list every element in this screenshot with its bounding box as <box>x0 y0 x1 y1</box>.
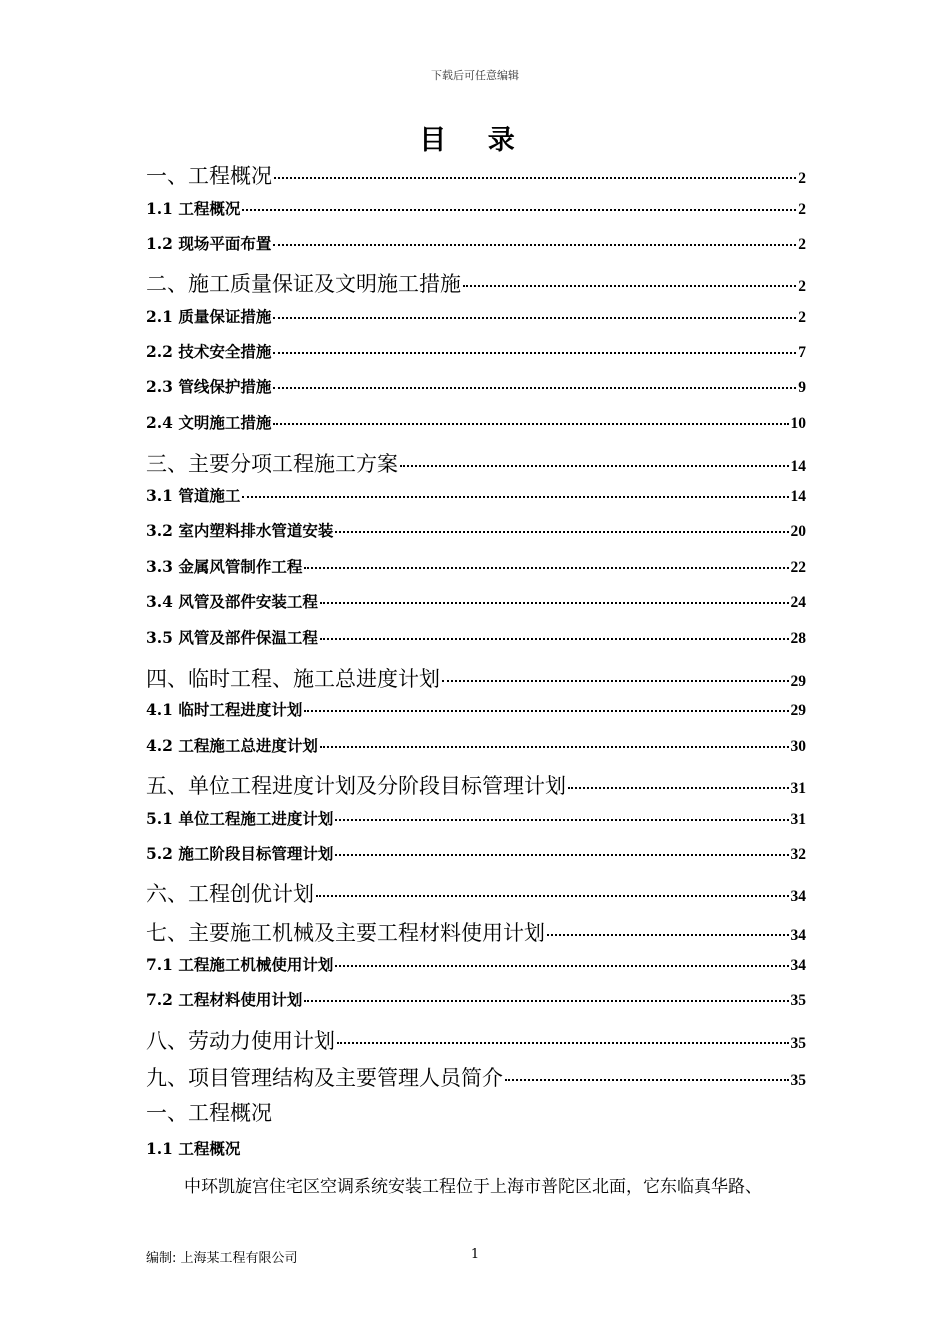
toc-entry-label: 1.1 工程概况 <box>146 199 241 218</box>
toc-entry-page: 9 <box>798 379 806 396</box>
toc-entry-page: 32 <box>790 846 806 863</box>
toc-entry[interactable] <box>146 232 806 256</box>
footer-company: 编制: 上海某工程有限公司 <box>146 1251 298 1266</box>
toc-leader-dots <box>320 638 789 640</box>
toc-entry[interactable] <box>146 953 806 977</box>
toc-entry[interactable] <box>146 917 806 947</box>
toc-entry-label: 7.1 工程施工机械使用计划 <box>146 955 334 974</box>
toc-entry-page: 35 <box>790 1035 806 1052</box>
toc-leader-dots <box>274 177 796 179</box>
toc-entry-page: 34 <box>790 888 806 905</box>
toc-leader-dots <box>337 1042 789 1044</box>
toc-entry-label: 5.1 单位工程施工进度计划 <box>146 809 334 828</box>
toc-entry-label: 二、施工质量保证及文明施工措施 <box>146 272 461 296</box>
toc-leader-dots <box>335 819 788 821</box>
toc-entry[interactable] <box>146 305 806 329</box>
toc-leader-dots <box>273 423 788 425</box>
toc-leader-dots <box>568 787 789 789</box>
toc-leader-dots <box>442 680 789 682</box>
toc-entry-label: 八、劳动力使用计划 <box>146 1029 335 1053</box>
toc-entry[interactable] <box>146 770 806 800</box>
toc-entry[interactable] <box>146 268 806 298</box>
toc-leader-dots <box>273 244 796 246</box>
sub-heading: 1.1 工程概况 <box>146 1139 241 1158</box>
toc-entry[interactable] <box>146 160 806 190</box>
toc-entry[interactable] <box>146 519 806 543</box>
toc-leader-dots <box>242 209 796 211</box>
toc-entry-page: 10 <box>790 415 806 432</box>
toc-entry-label: 3.5 风管及部件保温工程 <box>146 628 318 647</box>
toc-leader-dots <box>304 567 788 569</box>
toc-entry[interactable] <box>146 555 806 579</box>
body-paragraph: 中环凯旋宫住宅区空调系统安装工程位于上海市普陀区北面，它东临真华路、 <box>184 1177 762 1197</box>
toc-entry[interactable] <box>146 988 806 1012</box>
toc-entry-page: 35 <box>790 1072 806 1089</box>
toc-leader-dots <box>316 895 789 897</box>
toc-entry-label: 七、主要施工机械及主要工程材料使用计划 <box>146 921 545 945</box>
toc-leader-dots <box>320 602 789 604</box>
toc-entry-label: 3.2 室内塑料排水管道安装 <box>146 521 334 540</box>
toc-leader-dots <box>273 352 796 354</box>
toc-entry-label: 五、单位工程进度计划及分阶段目标管理计划 <box>146 774 566 798</box>
toc-entry-label: 2.3 管线保护措施 <box>146 377 272 396</box>
toc-entry[interactable] <box>146 1062 806 1092</box>
toc-entry-label: 3.4 风管及部件安装工程 <box>146 592 318 611</box>
toc-entry-page: 7 <box>798 344 806 361</box>
toc-leader-dots <box>335 965 788 967</box>
toc-entry-page: 35 <box>790 992 806 1009</box>
toc-entry-page: 28 <box>790 630 806 647</box>
toc-entry-page: 22 <box>790 559 806 576</box>
toc-entry[interactable] <box>146 734 806 758</box>
toc-entry[interactable] <box>146 1025 806 1055</box>
toc-entry-label: 3.1 管道施工 <box>146 486 241 505</box>
toc-entry-label: 一、工程概况 <box>146 164 272 188</box>
toc-leader-dots <box>400 465 789 467</box>
toc-leader-dots <box>335 854 788 856</box>
toc-entry[interactable] <box>146 663 806 693</box>
toc-entry-page: 29 <box>790 702 806 719</box>
footer-page-number: 1 <box>470 1247 480 1262</box>
toc-entry-page: 14 <box>790 488 806 505</box>
toc-leader-dots <box>463 285 796 287</box>
toc-entry[interactable] <box>146 340 806 364</box>
toc-leader-dots <box>320 746 789 748</box>
toc-leader-dots <box>547 934 789 936</box>
toc-entry-page: 34 <box>790 927 806 944</box>
toc-entry[interactable] <box>146 878 806 908</box>
toc-entry-page: 2 <box>798 170 806 187</box>
toc-entry[interactable] <box>146 842 806 866</box>
toc-entry-page: 29 <box>790 673 806 690</box>
toc-entry-label: 1.2 现场平面布置 <box>146 234 272 253</box>
toc-entry-page: 2 <box>798 309 806 326</box>
toc-title: 目 录 <box>419 125 531 156</box>
toc-entry-label: 三、主要分项工程施工方案 <box>146 452 398 476</box>
toc-entry-label: 2.1 质量保证措施 <box>146 307 272 326</box>
toc-leader-dots <box>273 317 796 319</box>
toc-entry[interactable] <box>146 484 806 508</box>
toc-entry[interactable] <box>146 807 806 831</box>
section-heading: 一、工程概况 <box>146 1101 272 1125</box>
toc-entry-page: 24 <box>790 594 806 611</box>
toc-entry-label: 六、工程创优计划 <box>146 882 314 906</box>
toc-leader-dots <box>304 710 788 712</box>
toc-leader-dots <box>273 387 796 389</box>
toc-leader-dots <box>304 1000 788 1002</box>
toc-entry[interactable] <box>146 698 806 722</box>
toc-entry-page: 2 <box>798 278 806 295</box>
toc-entry-label: 四、临时工程、施工总进度计划 <box>146 667 440 691</box>
toc-entry-page: 31 <box>790 811 806 828</box>
toc-entry-label: 3.3 金属风管制作工程 <box>146 557 303 576</box>
toc-entry[interactable] <box>146 411 806 435</box>
page-header: 下载后可任意编辑 <box>431 69 519 82</box>
toc-entry-label: 4.2 工程施工总进度计划 <box>146 736 318 755</box>
toc-entry[interactable] <box>146 448 806 478</box>
toc-leader-dots <box>335 531 788 533</box>
toc-entry-page: 20 <box>790 523 806 540</box>
toc-entry[interactable] <box>146 197 806 221</box>
toc-entry-page: 2 <box>798 201 806 218</box>
toc-entry-label: 5.2 施工阶段目标管理计划 <box>146 844 334 863</box>
toc-entry-label: 2.4 文明施工措施 <box>146 413 272 432</box>
toc-leader-dots <box>505 1079 789 1081</box>
toc-entry-label: 九、项目管理结构及主要管理人员简介 <box>146 1066 503 1090</box>
toc-entry-page: 34 <box>790 957 806 974</box>
toc-entry-label: 2.2 技术安全措施 <box>146 342 272 361</box>
toc-leader-dots <box>242 496 788 498</box>
toc-entry-page: 31 <box>790 780 806 797</box>
toc-entry-page: 14 <box>790 458 806 475</box>
toc-entry-label: 4.1 临时工程进度计划 <box>146 700 303 719</box>
toc-entry-label: 7.2 工程材料使用计划 <box>146 990 303 1009</box>
toc-entry-page: 2 <box>798 236 806 253</box>
toc-entry-page: 30 <box>790 738 806 755</box>
toc-entry[interactable] <box>146 626 806 650</box>
toc-entry[interactable] <box>146 375 806 399</box>
toc-entry[interactable] <box>146 590 806 614</box>
